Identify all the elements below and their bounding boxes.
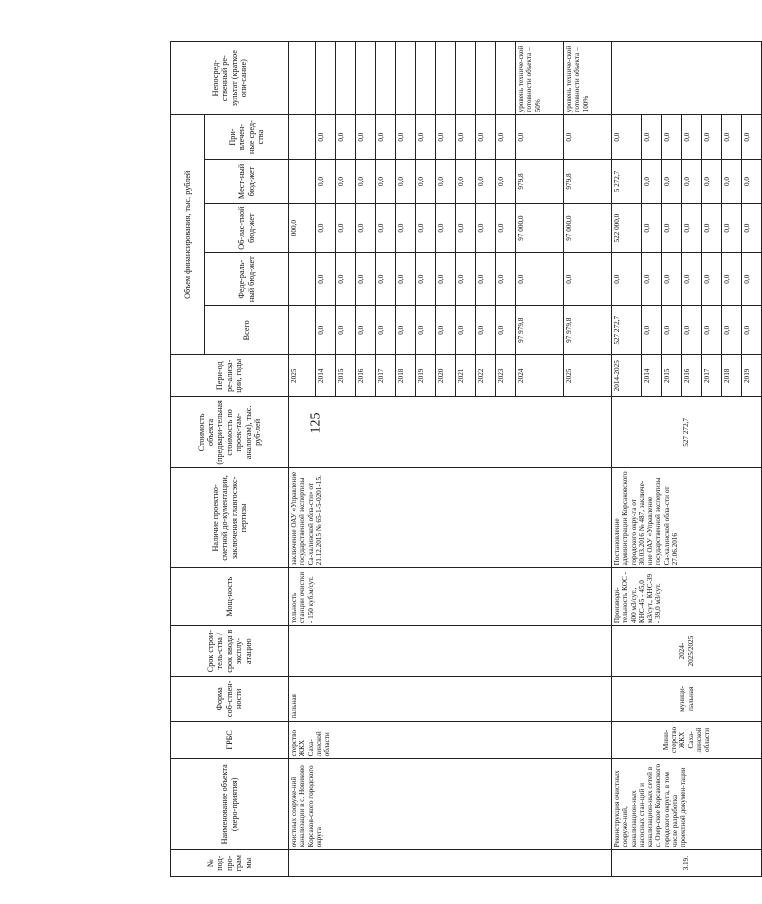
amount-loc: 0,0 [742, 159, 762, 203]
header-fed: Феде-раль-ный бюд-жет [205, 253, 289, 306]
amount-loc: 0,0 [702, 159, 722, 203]
result-text: уровень техниче-ской готовности объекта – 100% [564, 42, 612, 115]
amount-total: 97 979,8 [516, 306, 564, 355]
period-year: 2019 [416, 355, 436, 397]
amount-att: 0,0 [316, 115, 336, 159]
amount-fed: 0,0 [682, 253, 702, 306]
amount-loc: 979,8 [564, 159, 612, 203]
result-text [476, 42, 496, 115]
amount-fed: 0,0 [336, 253, 356, 306]
amount-att: 0,0 [642, 115, 662, 159]
object-documentation: Постановление администрации Корсаковского городского окру-га от 30.03.2016 № 487, заключе-ние ОАУ «Управление государственной экспертизы Са-халинской обла-сти от 27.06.2016 [612, 468, 762, 568]
amount-fed: 0,0 [564, 253, 612, 306]
amount-loc: 0,0 [476, 159, 496, 203]
header-grbs: ГРБС [171, 721, 289, 759]
period-year: 2016 [356, 355, 376, 397]
object-name: Реконструкция очистных сооруже-ний, канализацион-ных насосных стан-ций и канализацион-ных сетей в с. Озер-ское Корсаковского городского округа, в том числе разработка проектной докумен-тации [612, 759, 762, 850]
header-num: № под-про-грам мы [171, 850, 289, 877]
amount-reg: 522 000,0 [612, 204, 642, 253]
header-name: Наименование объекта (меро-приятия) [171, 759, 289, 850]
result-text [612, 42, 762, 115]
result-text [356, 42, 376, 115]
result-text [396, 42, 416, 115]
amount-reg: 0,0 [416, 204, 436, 253]
amount-att: 0,0 [722, 115, 742, 159]
table-row [612, 42, 642, 877]
period-year: 2025 [564, 355, 612, 397]
object-ownership: пальная [289, 677, 612, 721]
amount-loc: 0,0 [496, 159, 516, 203]
header-result: Непосред-ственный ре-зультат (краткое опи-сание) [171, 42, 289, 115]
amount-reg: 0,0 [376, 204, 396, 253]
amount-fed: 0,0 [396, 253, 416, 306]
header-doc: Наличие проектно-сметной до-кументации, заключения главгосэкс-пертизы [171, 468, 289, 568]
amount-loc: 5 272,7 [612, 159, 642, 203]
period-year: 2017 [702, 355, 722, 397]
amount-att: 0,0 [742, 115, 762, 159]
amount-loc: 979,8 [516, 159, 564, 203]
amount-fed: 0,0 [742, 253, 762, 306]
object-name: очистных сооруже-ний канализации в с. Новиково Корсаков-ского городского округа [289, 759, 612, 850]
amount-reg: 0,0 [682, 204, 702, 253]
amount-total [289, 306, 316, 355]
amount-loc: 0,0 [436, 159, 456, 203]
amount-reg: 0,0 [702, 204, 722, 253]
period-year: 2018 [722, 355, 742, 397]
amount-fed [289, 253, 316, 306]
period-year: 2016 [682, 355, 702, 397]
amount-fed: 0,0 [722, 253, 742, 306]
amount-fed: 0,0 [456, 253, 476, 306]
amount-att: 0,0 [682, 115, 702, 159]
amount-att: 0,0 [702, 115, 722, 159]
amount-att: 0,0 [356, 115, 376, 159]
object-grbs: Мини-стерство ЖКХ Саха-линской области [612, 721, 762, 759]
amount-loc: 0,0 [682, 159, 702, 203]
amount-total: 0,0 [416, 306, 436, 355]
result-text: уровень техниче-ской готовности объекта – 50% [516, 42, 564, 115]
amount-fed: 0,0 [356, 253, 376, 306]
amount-att: 0,0 [436, 115, 456, 159]
amount-total: 0,0 [662, 306, 682, 355]
header-loc: Мест-ный бюд-жет [205, 159, 289, 203]
amount-total: 0,0 [642, 306, 662, 355]
amount-loc: 0,0 [356, 159, 376, 203]
amount-total: 0,0 [456, 306, 476, 355]
amount-total: 0,0 [336, 306, 356, 355]
amount-total: 97 979,8 [564, 306, 612, 355]
amount-loc [289, 159, 316, 203]
amount-total: 0,0 [702, 306, 722, 355]
amount-att: 0,0 [516, 115, 564, 159]
amount-att: 0,0 [396, 115, 416, 159]
amount-att: 0,0 [564, 115, 612, 159]
amount-loc: 0,0 [316, 159, 336, 203]
amount-reg: 0,0 [742, 204, 762, 253]
amount-reg: 97 000,0 [516, 204, 564, 253]
amount-total: 0,0 [356, 306, 376, 355]
amount-att: 0,0 [456, 115, 476, 159]
amount-att: 0,0 [376, 115, 396, 159]
amount-reg: 0,0 [662, 204, 682, 253]
amount-total: 0,0 [722, 306, 742, 355]
period-year: 2019 [742, 355, 762, 397]
header-cost: Стоимость объекта (предвари-тельная стоимость по проек-там-аналогам), тыс. руб-лей [171, 397, 289, 468]
result-text [316, 42, 336, 115]
object-grbs: стерство ЖКХ Саха-линской области [289, 721, 612, 759]
financing-table [170, 41, 762, 877]
period-year: 2014 [642, 355, 662, 397]
object-cost: 527 272,7 [612, 397, 762, 468]
result-text [336, 42, 356, 115]
amount-total: 0,0 [742, 306, 762, 355]
amount-reg: 0,0 [436, 204, 456, 253]
table-row [289, 42, 316, 877]
amount-total: 527 272,7 [612, 306, 642, 355]
amount-total: 0,0 [376, 306, 396, 355]
header-form: Форма соб-ствен-ности [171, 677, 289, 721]
amount-loc: 0,0 [722, 159, 742, 203]
header-term: Срок строи-тель-ства / срок ввода в эксплу-атацию [171, 626, 289, 677]
period-year: 2015 [336, 355, 356, 397]
period-year: 2015 [662, 355, 682, 397]
amount-reg: 0,0 [642, 204, 662, 253]
object-term [289, 626, 612, 677]
amount-reg: 0,0 [356, 204, 376, 253]
amount-fed: 0,0 [702, 253, 722, 306]
amount-total: 0,0 [436, 306, 456, 355]
amount-reg: 0,0 [336, 204, 356, 253]
amount-loc: 0,0 [416, 159, 436, 203]
object-capacity: тельность станции очистки - 150 куб.м/сут. [289, 568, 612, 626]
amount-att [289, 115, 316, 159]
object-number: 3.19. [612, 850, 762, 877]
result-text [289, 42, 316, 115]
amount-loc: 0,0 [396, 159, 416, 203]
period-year: 2021 [456, 355, 476, 397]
amount-total: 0,0 [496, 306, 516, 355]
amount-att: 0,0 [496, 115, 516, 159]
amount-reg: 0,0 [496, 204, 516, 253]
object-documentation: заключение ОАУ «Управление государственной экспертизы Са-халинской обла-сти» от 21.12.2015 № 65-1-5-0201-15. [289, 468, 612, 568]
amount-fed: 0,0 [436, 253, 456, 306]
header-period: Пери-од ре-ализа-ции, годы [171, 355, 289, 397]
amount-total: 0,0 [396, 306, 416, 355]
period-year: 2014-2025 [612, 355, 642, 397]
result-text [416, 42, 436, 115]
object-cost [289, 397, 612, 468]
amount-loc: 0,0 [642, 159, 662, 203]
period-year: 2022 [476, 355, 496, 397]
amount-loc: 0,0 [456, 159, 476, 203]
amount-fed: 0,0 [516, 253, 564, 306]
amount-reg: 0,0 [722, 204, 742, 253]
amount-att: 0,0 [416, 115, 436, 159]
header-reg: Об-лас-тной бюд-жет [205, 204, 289, 253]
result-text [436, 42, 456, 115]
header-total: Всего [205, 306, 289, 355]
period-year: 2018 [396, 355, 416, 397]
period-year: 2014 [316, 355, 336, 397]
amount-fed: 0,0 [416, 253, 436, 306]
amount-fed: 0,0 [642, 253, 662, 306]
amount-att: 0,0 [336, 115, 356, 159]
result-text [456, 42, 476, 115]
amount-reg: 0,0 [476, 204, 496, 253]
result-text [496, 42, 516, 115]
amount-fed: 0,0 [612, 253, 642, 306]
amount-fed: 0,0 [316, 253, 336, 306]
amount-total: 0,0 [476, 306, 496, 355]
amount-reg: 0,0 [316, 204, 336, 253]
object-term: 2024-2025/2025 [612, 626, 762, 677]
period-year: 2020 [436, 355, 456, 397]
amount-reg: 000,0 [289, 204, 316, 253]
period-year: 2025 [289, 355, 316, 397]
amount-reg: 0,0 [396, 204, 416, 253]
object-capacity: Производи-тельность КОС - 400 м3/сут., КНС-45 - 45,0 м3/сут., КНС-39 - 39,0 м3/сут. [612, 568, 762, 626]
header-att: При-влечен-ные сред-ства [205, 115, 289, 159]
amount-fed: 0,0 [476, 253, 496, 306]
page-number: 125 [308, 412, 324, 434]
object-number [289, 850, 612, 877]
header-power: Мощ-ность [171, 568, 289, 626]
object-ownership: муници-пальная [612, 677, 762, 721]
amount-loc: 0,0 [336, 159, 356, 203]
amount-att: 0,0 [612, 115, 642, 159]
amount-loc: 0,0 [376, 159, 396, 203]
amount-reg: 0,0 [456, 204, 476, 253]
amount-total: 0,0 [682, 306, 702, 355]
amount-fed: 0,0 [376, 253, 396, 306]
amount-reg: 97 000,0 [564, 204, 612, 253]
result-text [376, 42, 396, 115]
amount-att: 0,0 [476, 115, 496, 159]
rotated-page [170, 41, 751, 877]
period-year: 2017 [376, 355, 396, 397]
header-funding: Объем финансирования, тыс. рублей [171, 115, 205, 355]
period-year: 2023 [496, 355, 516, 397]
amount-fed: 0,0 [662, 253, 682, 306]
period-year: 2024 [516, 355, 564, 397]
amount-fed: 0,0 [496, 253, 516, 306]
amount-att: 0,0 [662, 115, 682, 159]
amount-total: 0,0 [316, 306, 336, 355]
amount-loc: 0,0 [662, 159, 682, 203]
